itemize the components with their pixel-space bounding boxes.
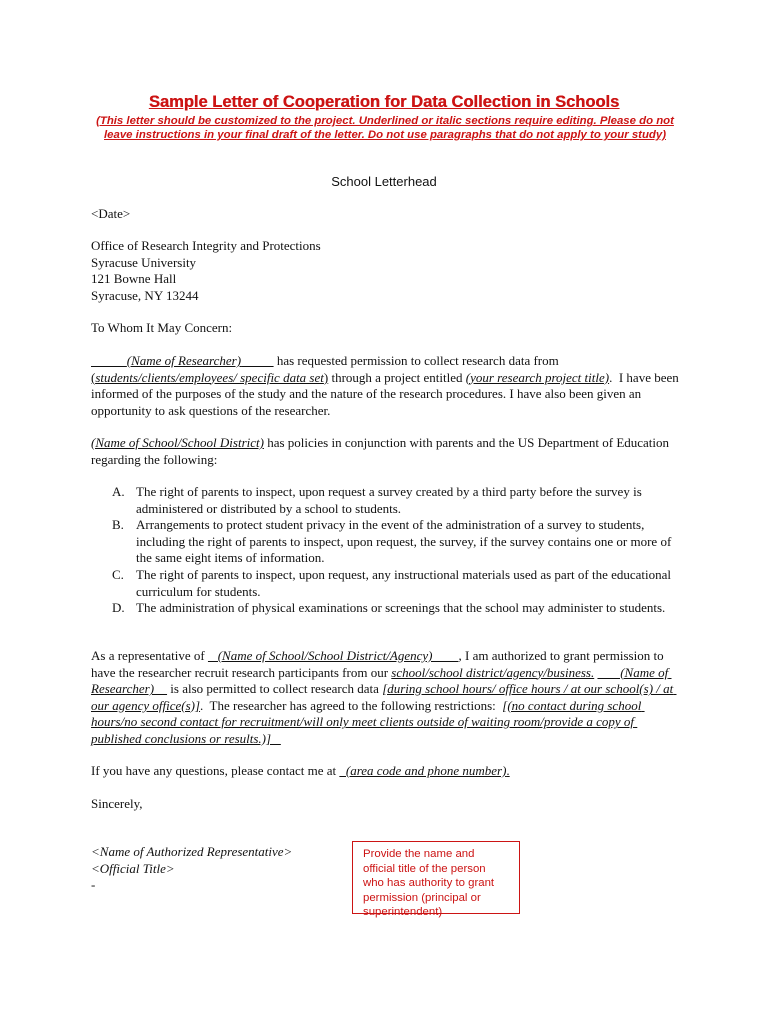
document-title: Sample Letter of Cooperation for Data Collection in Schools bbox=[148, 93, 620, 111]
auth-text-4: is also permitted to collect research data bbox=[167, 681, 383, 697]
address-line-4: Syracuse, NY 13244 bbox=[91, 287, 199, 303]
salutation: To Whom It May Concern: bbox=[91, 320, 233, 335]
list-item-text: The administration of physical examinations or screenings that the school may administer to students. bbox=[136, 600, 666, 616]
date-line: <Date> bbox=[91, 206, 131, 221]
instruction-callout: Provide the name and official title of the person who has authority to grant permission (principal or superintendent) bbox=[352, 841, 520, 914]
contact-text-2: . bbox=[506, 763, 510, 778]
list-item-text: Arrangements to protect student privacy in the event of the administration of a survey to students, including the right of parents to inspect, upon request, the survey, if the survey contains one or more of the same eight items of information. bbox=[136, 517, 672, 566]
signature-block bbox=[91, 844, 341, 894]
signature-dash: - bbox=[91, 877, 96, 893]
school-name-placeholder: (Name of School/School District) bbox=[91, 435, 264, 450]
paragraph-request bbox=[91, 353, 681, 419]
subjects-open-paren: ( bbox=[91, 369, 96, 385]
request-text-1: has requested permission to collect research data from bbox=[273, 353, 562, 368]
subjects-placeholder: students/clients/employees/ specific data set bbox=[95, 369, 324, 385]
auth-text-5: . The researcher has agreed to the following restrictions: bbox=[200, 697, 503, 713]
researcher-name-placeholder-2: (Name of Researcher) bbox=[91, 664, 672, 697]
phone-placeholder: (area code and phone number) bbox=[339, 763, 507, 778]
list-item bbox=[112, 484, 682, 517]
business-placeholder: school/school district/agency/business. bbox=[391, 664, 595, 680]
policies-text: has policies in conjunction with parents and the US Department of Education regarding the following: bbox=[91, 435, 670, 467]
agency-name-placeholder: (Name of School/School District/Agency) bbox=[207, 648, 459, 663]
school-letterhead: School Letterhead bbox=[331, 174, 437, 189]
official-title-placeholder: <Official Title> bbox=[91, 860, 175, 876]
researcher-pad-before bbox=[91, 353, 127, 368]
auth-text-1: As a representative of bbox=[91, 648, 208, 663]
restrictions-placeholder: [(no contact during school hours/no second contact for recruitment/will only meet clients outside of waiting room/provide a copy of published conclusions or results.)] bbox=[91, 697, 645, 746]
list-marker: D. bbox=[112, 600, 125, 616]
list-item-text: The right of parents to inspect, upon request a survey created by a third party before the survey is administered or distributed by a school to students. bbox=[136, 484, 642, 516]
auth-text-2: , I am authorized to grant permission to have the researcher recruit research participants from our bbox=[91, 648, 667, 680]
researcher-pad-after bbox=[241, 353, 274, 368]
closing: Sincerely, bbox=[91, 796, 143, 811]
instruction-note: (This letter should be customized to the project. Underlined or italic sections require editing. Please do not leave instructions in your final draft of the letter. Do not use paragraphs that do not apply to your study) bbox=[96, 115, 674, 141]
address-line-1: Office of Research Integrity and Protections bbox=[91, 238, 321, 253]
policy-list bbox=[112, 484, 682, 617]
list-item bbox=[112, 567, 682, 600]
researcher-name-placeholder: (Name of Researcher) bbox=[126, 353, 242, 368]
contact-text-1: If you have any questions, please contact me at bbox=[91, 763, 340, 778]
paragraph-contact bbox=[91, 763, 681, 780]
list-marker: A. bbox=[112, 484, 125, 499]
list-item bbox=[112, 517, 682, 567]
address-line-2: Syracuse University bbox=[91, 254, 197, 270]
list-marker: B. bbox=[112, 517, 124, 533]
paragraph-policies bbox=[91, 435, 681, 468]
list-marker: C. bbox=[112, 566, 124, 582]
subjects-close-paren: ) bbox=[323, 369, 329, 385]
address-line-3: 121 Bowne Hall bbox=[91, 271, 177, 287]
recipient-address bbox=[91, 238, 681, 304]
representative-name-placeholder: <Name of Authorized Representative> bbox=[91, 844, 293, 859]
list-item-text: The right of parents to inspect, upon request, any instructional materials used as part of the educational curriculum for students. bbox=[136, 566, 672, 599]
list-item bbox=[112, 600, 682, 617]
location-placeholder: [during school hours/ office hours / at our school(s) / at our agency office(s)] bbox=[91, 681, 677, 713]
project-title-placeholder: (your research project title) bbox=[465, 369, 610, 385]
request-text-2: through a project entitled bbox=[328, 369, 466, 385]
request-text-3: . I have been informed of the purposes of the study and the nature of the research procedures. I have also been given an opportunity to ask questions of the researcher. bbox=[91, 369, 683, 418]
paragraph-authorization bbox=[91, 648, 681, 748]
